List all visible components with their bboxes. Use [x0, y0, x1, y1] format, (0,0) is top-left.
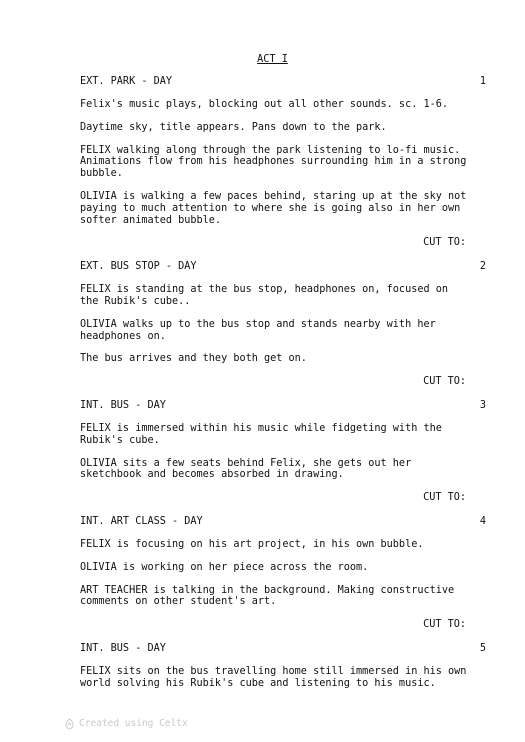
- celtx-logo-icon: [64, 718, 75, 730]
- footer: [64, 718, 188, 730]
- action-line: ART TEACHER is talking in the background. Making constructive comments on other student's art.: [80, 584, 455, 608]
- scene-heading-text: INT. BUS - DAY: [80, 399, 166, 411]
- action-line: Daytime sky, title appears. Pans down to the park.: [80, 121, 387, 133]
- scene-number: 5: [479, 642, 486, 654]
- transition: CUT TO:: [423, 237, 466, 249]
- action-line: FELIX is focusing on his art project, in his own bubble.: [80, 538, 424, 550]
- scene-3: [80, 400, 488, 504]
- scene-heading: [80, 516, 488, 528]
- action-line: FELIX sits on the bus travelling home still immersed in his own world solving his Rubik's cube and listening to his music.: [80, 665, 467, 689]
- transition: CUT TO:: [423, 492, 466, 504]
- scene-number: 2: [479, 261, 486, 273]
- scene-heading: [80, 643, 488, 655]
- scene-number: 1: [479, 76, 486, 87]
- action-line: The bus arrives and they both get on.: [80, 353, 307, 365]
- screenplay-body: [80, 76, 488, 701]
- scene-heading-text: INT. BUS - DAY: [80, 642, 166, 654]
- transition: CUT TO:: [423, 619, 466, 631]
- scene-4: [80, 516, 488, 631]
- action-line: OLIVIA is walking a few paces behind, staring up at the sky not paying to much attention to where she is going also in her own softer animated bubble.: [80, 190, 467, 226]
- action-line: OLIVIA walks up to the bus stop and stands nearby with her headphones on.: [80, 318, 436, 342]
- action-line: FELIX is immersed within his music while fidgeting with the Rubik's cube.: [80, 422, 442, 446]
- footer-text: Created using Celtx: [79, 718, 188, 730]
- action-line: FELIX is standing at the bus stop, headphones on, focused on the Rubik's cube..: [80, 284, 449, 307]
- scene-number: 4: [479, 515, 486, 527]
- action-line: OLIVIA sits a few seats behind Felix, she gets out her sketchbook and becomes absorbed in drawing.: [80, 457, 412, 481]
- transition: CUT TO:: [423, 376, 466, 388]
- scene-heading: [80, 261, 488, 273]
- scene-1: [80, 76, 488, 249]
- action-line: OLIVIA is working on her piece across the room.: [80, 561, 369, 573]
- scene-5: [80, 643, 488, 690]
- scene-heading-text: EXT. PARK - DAY: [80, 76, 173, 87]
- scene-heading: [80, 76, 488, 88]
- action-line: FELIX walking along through the park listening to lo-fi music. Animations flow from his headphones surrounding him in a strong bubble.: [80, 144, 467, 180]
- scene-2: [80, 261, 488, 388]
- scene-number: 3: [479, 399, 486, 411]
- scene-heading-text: INT. ART CLASS - DAY: [80, 515, 203, 527]
- act-title: ACT I: [257, 54, 288, 65]
- action-line: Felix's music plays, blocking out all other sounds. sc. 1-6.: [80, 99, 449, 110]
- scene-heading: [80, 400, 488, 412]
- scene-heading-text: EXT. BUS STOP - DAY: [80, 261, 197, 273]
